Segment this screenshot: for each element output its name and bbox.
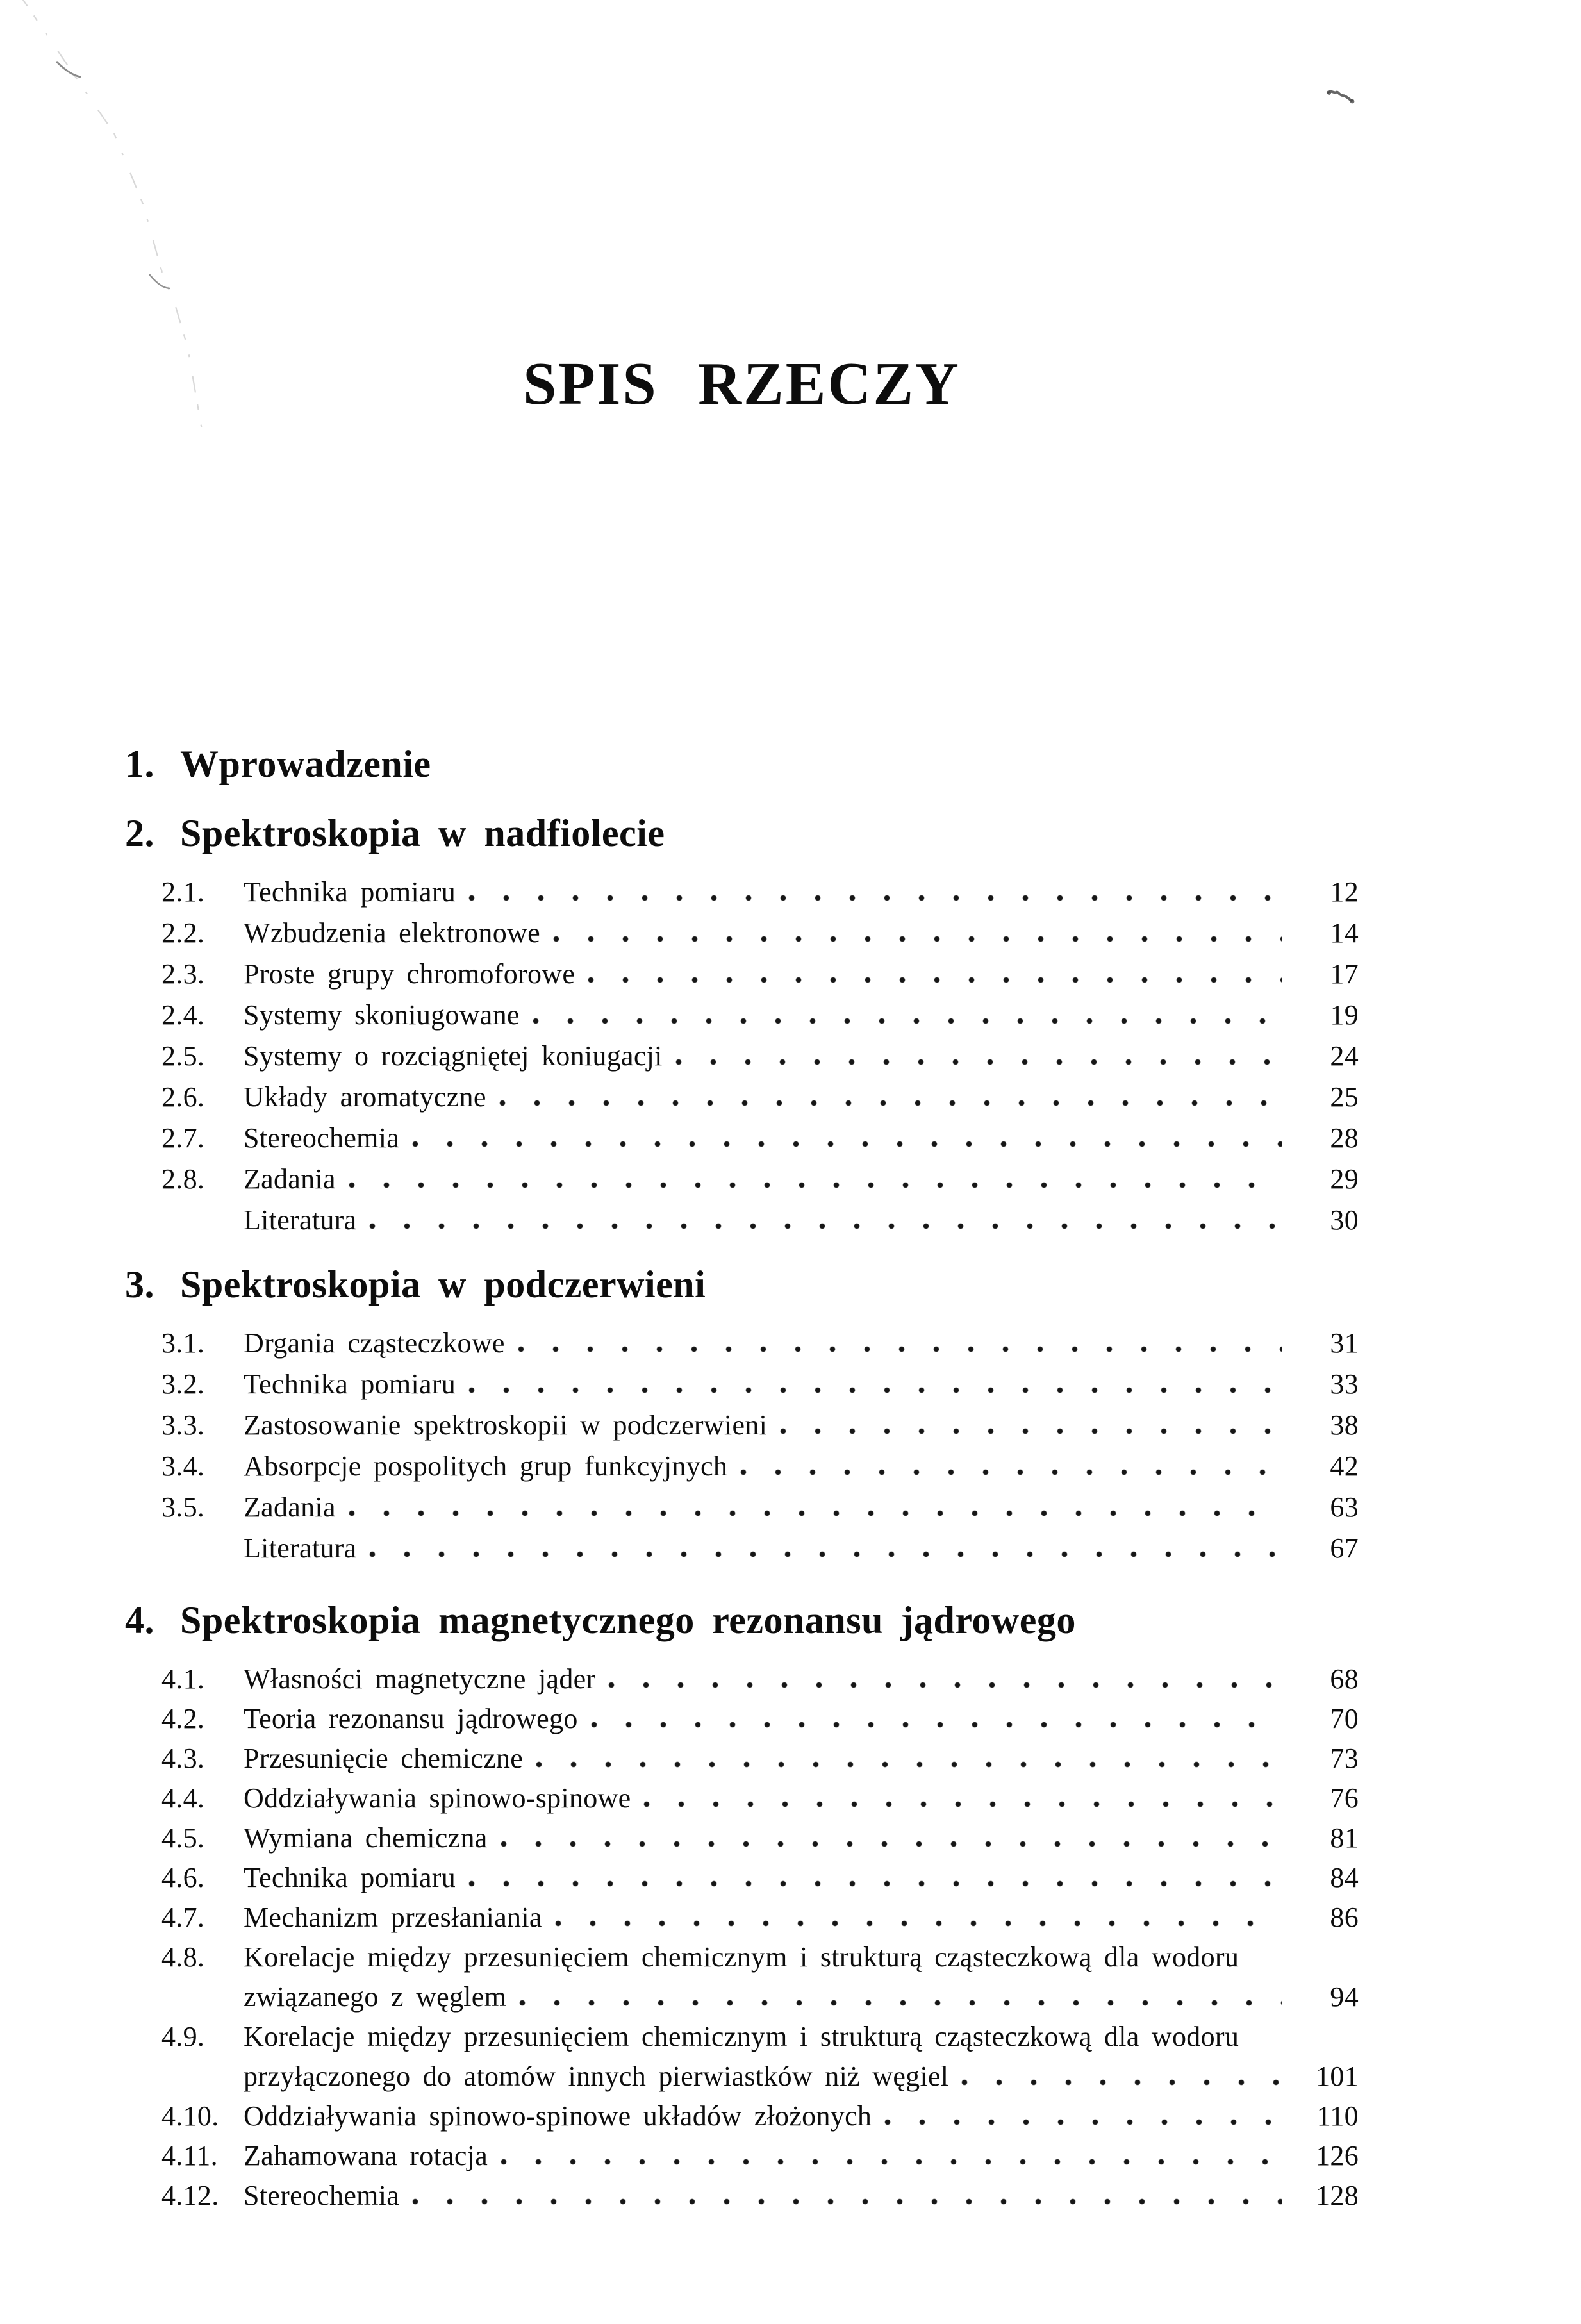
entry-number: 4.2. — [161, 1703, 205, 1734]
entry-label: Wymiana chemiczna — [244, 1822, 488, 1854]
entry-label: Technika pomiaru — [244, 1862, 456, 1893]
toc-entry — [125, 1001, 1359, 1029]
entry-label: Stereochemia — [244, 1122, 400, 1154]
entry-number: 3.2. — [161, 1368, 205, 1400]
dot-leader — [884, 2119, 1282, 2125]
entry-label: Korelacje między przesunięciem chemicznym i strukturą cząsteczkową dla wodoru — [244, 1941, 1239, 1973]
toc-entry — [125, 1705, 1359, 1733]
toc-entry — [125, 1452, 1359, 1481]
toc-entry — [125, 1493, 1359, 1522]
entry-label: Układy aromatyczne — [244, 1081, 486, 1113]
entry-number: 4.6. — [161, 1862, 205, 1893]
entry-page: 31 — [1330, 1327, 1359, 1359]
table-of-contents — [125, 745, 1359, 2210]
entry-page: 110 — [1316, 2100, 1359, 2132]
entry-label: Proste grupy chromoforowe — [244, 958, 575, 990]
toc-entry — [125, 1042, 1359, 1070]
entry-label: Technika pomiaru — [244, 1368, 456, 1400]
entry-number: 3.5. — [161, 1491, 205, 1523]
entry-number: 4.12. — [161, 2180, 219, 2211]
entry-page: 17 — [1330, 958, 1359, 990]
entry-label: Zadania — [244, 1491, 336, 1523]
entry-page: 84 — [1330, 1862, 1359, 1893]
dot-leader — [349, 1182, 1282, 1188]
entry-number: 4.3. — [161, 1743, 205, 1774]
dot-leader — [553, 936, 1282, 942]
section-heading — [125, 745, 1359, 783]
dot-leader — [675, 1059, 1282, 1065]
ink-smudge — [1325, 87, 1357, 108]
dot-leader — [555, 1920, 1282, 1927]
dot-leader — [468, 895, 1282, 901]
toc-entry — [125, 2023, 1359, 2051]
entry-label-line2: związanego z węglem — [244, 1981, 507, 2013]
entry-label: Literatura — [244, 1204, 357, 1236]
entry-number: 2.1. — [161, 876, 205, 908]
entry-page: 25 — [1330, 1081, 1359, 1113]
toc-entry — [125, 960, 1359, 988]
toc-entry — [125, 878, 1359, 906]
entry-label: Absorpcje pospolitych grup funkcyjnych — [244, 1450, 728, 1482]
entry-number: 2.3. — [161, 958, 205, 990]
entry-page: 19 — [1330, 999, 1359, 1031]
toc-entry — [125, 1411, 1359, 1440]
entry-label: Zastosowanie spektroskopii w podczerwieni — [244, 1409, 768, 1441]
dot-leader — [468, 1387, 1282, 1393]
toc-entry — [125, 2142, 1359, 2170]
entry-label: Technika pomiaru — [244, 876, 456, 908]
entry-page: 86 — [1330, 1902, 1359, 1933]
entry-page: 24 — [1330, 1040, 1359, 1072]
section-number: 3. — [125, 1263, 154, 1306]
page-title: SPIS RZECZY — [523, 351, 961, 417]
section-heading — [125, 1601, 1359, 1639]
entry-number: 2.2. — [161, 917, 205, 949]
dot-leader — [501, 1841, 1282, 1847]
entry-number: 4.9. — [161, 2021, 205, 2052]
entry-number: 3.1. — [161, 1327, 205, 1359]
toc-entry — [125, 1206, 1359, 1234]
entry-page: 68 — [1330, 1663, 1359, 1695]
toc-entry — [125, 1165, 1359, 1193]
section-title: Spektroskopia w nadfiolecie — [180, 812, 665, 854]
dot-leader — [740, 1469, 1282, 1475]
entry-label: Zahamowana rotacja — [244, 2140, 488, 2171]
entry-page: 29 — [1330, 1163, 1359, 1195]
entry-label: Drgania cząsteczkowe — [244, 1327, 505, 1359]
section-number: 4. — [125, 1599, 154, 1641]
entry-page: 33 — [1330, 1368, 1359, 1400]
toc-entry — [125, 919, 1359, 947]
entry-label: Mechanizm przesłaniania — [244, 1902, 542, 1933]
entry-number: 4.5. — [161, 1822, 205, 1854]
toc-entry — [125, 1083, 1359, 1111]
toc-entry-continuation — [125, 2063, 1359, 2091]
dot-leader — [518, 1346, 1282, 1352]
entry-label: Przesunięcie chemiczne — [244, 1743, 524, 1774]
toc-entry — [125, 1665, 1359, 1693]
entry-page: 94 — [1330, 1981, 1359, 2013]
entry-page: 28 — [1330, 1122, 1359, 1154]
dot-leader — [412, 1141, 1282, 1147]
entry-label: Zadania — [244, 1163, 336, 1195]
dot-leader — [499, 1100, 1282, 1106]
dot-leader — [591, 1722, 1282, 1728]
dot-leader — [369, 1223, 1282, 1229]
entry-page: 126 — [1316, 2140, 1359, 2171]
toc-entry — [125, 1864, 1359, 1892]
entry-number: 4.1. — [161, 1663, 205, 1695]
entry-number: 4.11. — [161, 2140, 218, 2171]
section-heading — [125, 814, 1359, 852]
toc-entry-continuation — [125, 1983, 1359, 2011]
entry-label: Korelacje między przesunięciem chemicznym i strukturą cząsteczkową dla wodoru — [244, 2021, 1239, 2052]
entry-number: 2.6. — [161, 1081, 205, 1113]
toc-entry — [125, 1943, 1359, 1971]
dot-leader — [588, 977, 1282, 983]
dot-leader — [961, 2079, 1282, 2086]
entry-label: Oddziaływania spinowo-spinowe układów złożonych — [244, 2100, 872, 2132]
entry-label: Własności magnetyczne jąder — [244, 1663, 596, 1695]
entry-page: 14 — [1330, 917, 1359, 949]
entry-page: 12 — [1330, 876, 1359, 908]
entry-number: 2.8. — [161, 1163, 205, 1195]
toc-entry — [125, 1124, 1359, 1152]
entry-number: 3.4. — [161, 1450, 205, 1482]
entry-number: 3.3. — [161, 1409, 205, 1441]
toc-entry — [125, 1904, 1359, 1932]
dot-leader — [501, 2159, 1282, 2165]
entry-label: Systemy skoniugowane — [244, 999, 520, 1031]
dot-leader — [608, 1682, 1282, 1688]
dot-leader — [643, 1801, 1282, 1807]
dot-leader — [349, 1510, 1282, 1516]
entry-page: 38 — [1330, 1409, 1359, 1441]
entry-label: Literatura — [244, 1532, 357, 1564]
toc-entry — [125, 2102, 1359, 2130]
toc-entry — [125, 1824, 1359, 1852]
dot-leader — [412, 2198, 1282, 2205]
dot-leader — [533, 1018, 1282, 1024]
entry-label: Stereochemia — [244, 2180, 400, 2211]
section-number: 1. — [125, 743, 154, 785]
entry-label: Oddziaływania spinowo-spinowe — [244, 1782, 631, 1814]
section-title: Spektroskopia w podczerwieni — [180, 1263, 706, 1306]
entry-number: 2.7. — [161, 1122, 205, 1154]
section-heading — [125, 1265, 1359, 1304]
section-title: Spektroskopia magnetycznego rezonansu jądrowego — [180, 1599, 1076, 1641]
entry-label: Systemy o rozciągniętej koniugacji — [244, 1040, 663, 1072]
entry-page: 42 — [1330, 1450, 1359, 1482]
entry-number: 2.4. — [161, 999, 205, 1031]
toc-entry — [125, 1370, 1359, 1399]
dot-leader — [369, 1551, 1282, 1557]
entry-page: 101 — [1316, 2061, 1359, 2092]
section-title: Wprowadzenie — [180, 743, 431, 785]
toc-entry — [125, 1745, 1359, 1773]
dot-leader — [780, 1428, 1282, 1434]
entry-page: 76 — [1330, 1782, 1359, 1814]
entry-label: Wzbudzenia elektronowe — [244, 917, 540, 949]
toc-entry — [125, 2182, 1359, 2210]
entry-page: 128 — [1316, 2180, 1359, 2211]
entry-label: Teoria rezonansu jądrowego — [244, 1703, 578, 1734]
toc-entry — [125, 1329, 1359, 1357]
entry-number: 2.5. — [161, 1040, 205, 1072]
entry-number: 4.10. — [161, 2100, 219, 2132]
entry-number: 4.7. — [161, 1902, 205, 1933]
toc-entry — [125, 1534, 1359, 1563]
entry-page: 81 — [1330, 1822, 1359, 1854]
entry-label-line2: przyłączonego do atomów innych pierwiastków niż węgiel — [244, 2061, 949, 2092]
entry-page: 67 — [1330, 1532, 1359, 1564]
entry-number: 4.4. — [161, 1782, 205, 1814]
entry-page: 63 — [1330, 1491, 1359, 1523]
entry-number: 4.8. — [161, 1941, 205, 1973]
section-number: 2. — [125, 812, 154, 854]
dot-leader — [468, 1880, 1282, 1887]
entry-page: 30 — [1330, 1204, 1359, 1236]
dot-leader — [536, 1761, 1282, 1768]
entry-page: 70 — [1330, 1703, 1359, 1734]
toc-entry — [125, 1784, 1359, 1813]
entry-page: 73 — [1330, 1743, 1359, 1774]
dot-leader — [519, 2000, 1282, 2006]
